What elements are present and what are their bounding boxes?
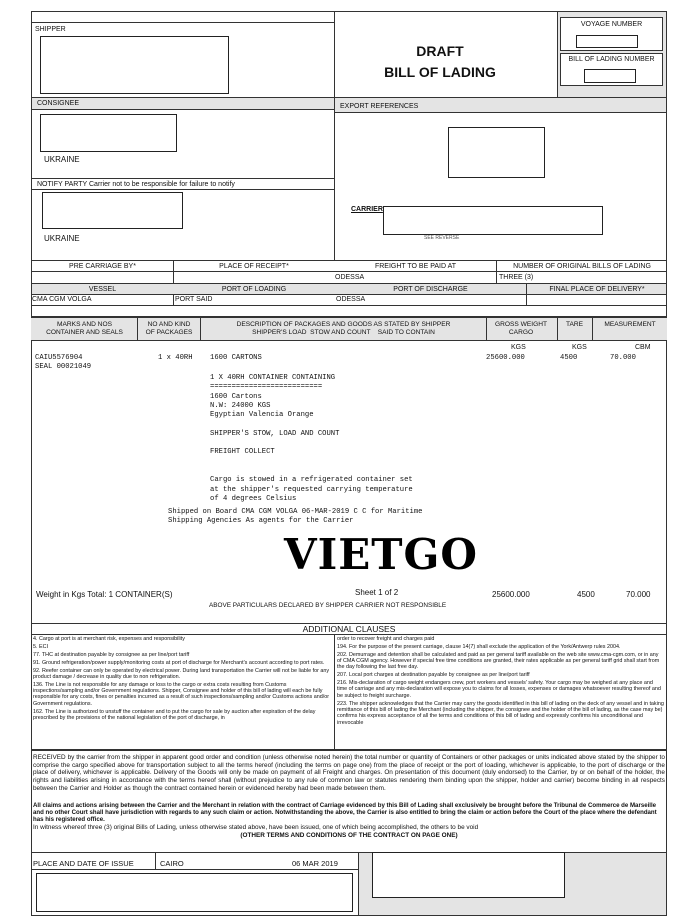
weight-total-label: Weight in Kgs Total: 1 CONTAINER(S)	[36, 590, 173, 599]
clause-item: 162. The Line is authorized to unstuff the container and to put the cargo for sale by auction after expiration of the delay prescribed by the provisions of the national legislation of the port of discharge, in	[33, 708, 316, 721]
document-title-draft: DRAFT	[416, 43, 464, 59]
issue-date: 06 MAR 2019	[292, 859, 338, 868]
divider	[592, 317, 593, 341]
final-place-label: FINAL PLACE OF DELIVERY*	[549, 286, 645, 293]
description-line	[210, 420, 413, 429]
declared-by-shipper-note: ABOVE PARTICULARS DECLARED BY SHIPPER CARRIER NOT RESPONSIBLE	[209, 602, 447, 609]
divider	[200, 317, 201, 341]
carton-count: 1600 CARTONS	[210, 354, 262, 362]
redacted-signature	[372, 852, 565, 898]
divider	[486, 317, 487, 341]
freight-payable-value: ODESSA	[335, 274, 365, 281]
place-date-issue-label: PLACE AND DATE OF ISSUE	[33, 859, 134, 868]
port-of-loading-label: PORT OF LOADING	[221, 286, 287, 293]
seal-number: SEAL 00021049	[35, 363, 92, 371]
divider	[137, 317, 138, 341]
description-line: of 4 degrees Celsius	[210, 494, 297, 503]
divider	[155, 853, 156, 869]
marks-header: MARKS AND NOS CONTAINER AND SEALS	[46, 321, 123, 336]
sheet-indicator: Sheet 1 of 2	[355, 588, 399, 597]
clause-item: 136. The Line is not responsible for any damage or loss to the cargo or extra costs resulting from Customs inspections/sampling and/or Government regulations. Shipper, Consignee and holder of this bill of lading will each be fully responsible for any costs, fines or penalties incurred as a result of such inspections/sampling and/or Customs actions and/or Government regulations.	[33, 681, 330, 707]
voyage-number-label: VOYAGE NUMBER	[580, 21, 643, 28]
divider	[31, 305, 667, 306]
witness-terms: In witness whereof three (3) original Bills of Lading, unless otherwise stated above, have been issued, one of which being accomplished, the others to be void	[33, 824, 479, 831]
clauses-left-column	[33, 636, 332, 748]
vietgo-watermark: VIETGO	[284, 530, 478, 579]
clause-item: order to recover freight and charges paid	[337, 636, 435, 642]
additional-clauses-title: ADDITIONAL CLAUSES	[302, 624, 396, 634]
divider	[31, 260, 667, 261]
vessel-label: VESSEL	[88, 286, 117, 293]
divider	[334, 11, 335, 261]
measurement-total: 70.000	[626, 590, 651, 599]
received-terms: RECEIVED by the carrier from the shipper in apparent good order and condition (unless otherwise noted herein) the total number or quantity of Containers or other packages or units indicated above stated by the shipper to comprise the cargo specified above for transportation subject to all the terms hereof (including the terms on page one) from the place of receipt or the port of loading, whichever is applicable, to the port of discharge or the place of delivery, whichever is applicable. Delivery of the Goods will only be made on payment of all Freight and charges. On presentation of this document (duly endorsed) to the Carrier, by or on behalf of the holder, the rights and liabilities arising in accordance with the terms hereof shall (without prejudice to any rule of common law or statutes rendering them binding upon the shipper, holder and carrier) become binding in all respects between the Carrier and Holder as though the contract contained herein or evidenced hereby had been made between them.	[33, 754, 665, 792]
notify-country: UKRAINE	[44, 234, 80, 243]
agency-line: Shipping Agencies As agents for the Carrier	[168, 517, 354, 525]
clause-item: 91. Ground refrigeration/power supply/monitoring costs at port of discharge for Merchant's account according to port rates.	[33, 659, 325, 666]
divider	[31, 109, 334, 110]
description-line: SHIPPER'S STOW, LOAD AND COUNT	[210, 429, 340, 438]
issue-place: CAIRO	[160, 859, 184, 868]
clause-item: 202. Demurrage and detention shall be calculated and paid as per general tariff available on the web site www.cma-cgm.com, or in any of CMA CGM agency. However if special free time conditions are granted, their rates applicable as per general tariff grid shall start from the day following the last free day.	[337, 651, 660, 671]
gross-unit: KGS	[511, 344, 526, 351]
clause-item: 4. Cargo at port is at merchant risk, expenses and responsibility	[33, 636, 185, 642]
package-count: 1 x 40RH	[158, 354, 193, 362]
divider	[334, 112, 667, 113]
consignee-label: CONSIGNEE	[37, 100, 80, 107]
divider	[31, 749, 667, 751]
description-line: N.W: 24000 KGS	[210, 401, 271, 410]
original-bills-value: THREE (3)	[499, 274, 534, 281]
clause-item: 77. THC at destination payable by consignee as per line/port tariff	[33, 651, 190, 658]
description-line: ==========================	[210, 383, 323, 392]
gross-weight-total: 25600.000	[492, 590, 530, 599]
goods-description	[210, 374, 413, 504]
divider	[31, 178, 334, 179]
divider	[31, 271, 667, 272]
description-line: Cargo is stowed in a refrigerated container set	[210, 476, 413, 485]
tare-total: 4500	[577, 590, 595, 599]
tare-header: TARE	[565, 321, 584, 328]
divider	[358, 853, 359, 916]
original-bills-label: NUMBER OF ORIGINAL BILLS OF LADING	[513, 263, 651, 270]
measurement-unit: CBM	[635, 344, 651, 351]
clause-item: 223. The shipper acknowledges that the Carrier may carry the goods identified in this bill of lading on the deck of any vessel and in taking remittance of this bill of lading the Merchant (including the shipper, the consignee and the holder of the bill of lading, as the case may be) confirms his express acceptance of all the terms and conditions of this bill of lading and expressly confirms his unconditional and irrevocable	[337, 700, 664, 726]
tare-unit: KGS	[572, 344, 587, 351]
carrier-partial: SEE REVERSE	[424, 235, 460, 241]
vessel-value: CMA CGM VOLGA	[32, 296, 92, 303]
redacted-voyage-number	[576, 35, 638, 48]
jurisdiction-terms: All claims and actions arising between the Carrier and the Merchant in relation with the contract of Carriage evidenced by this Bill of Lading shall exclusively be brought before the Tribunal de Commerce de Marseille and no other Court shall have jurisdiction with regards to any such claim or action. Notwithstanding the above, the Carrier is also entitled to bring the claim or action before the Court of the place where the defendant has his registered office.	[33, 802, 657, 823]
bl-number-label: BILL OF LADING NUMBER	[568, 56, 655, 63]
other-terms-note: (OTHER TERMS AND CONDITIONS OF THE CONTRACT ON PAGE ONE)	[240, 832, 458, 839]
clause-item: 207. Local port charges at destination payable by consignee as per line/port tariff	[337, 672, 530, 679]
redacted-consignee	[40, 114, 177, 152]
description-line: Egyptian Valencia Orange	[210, 411, 314, 420]
description-line	[210, 467, 413, 476]
redacted-issuer	[36, 873, 353, 912]
divider	[31, 189, 334, 190]
clauses-right-column	[337, 636, 664, 748]
freight-payable-label: FREIGHT TO BE PAID AT	[374, 263, 457, 270]
divider	[526, 283, 527, 305]
shipped-on-board-line: Shipped on Board CMA CGM VOLGA 06-MAR-2019 C C for Maritime	[168, 508, 423, 516]
export-references-label: EXPORT REFERENCES	[340, 103, 419, 110]
description-line	[210, 439, 413, 448]
redacted-export-reference	[448, 127, 545, 178]
port-of-loading-value: PORT SAID	[175, 296, 213, 303]
gross-weight-value: 25600.000	[486, 354, 525, 362]
notify-party-label: NOTIFY PARTY Carrier not to be responsible for failure to notify	[37, 181, 235, 188]
clause-item: 194. For the purpose of the present carriage, clause 14(7) shall exclude the application of the York/Antwerp rules 2004.	[337, 643, 621, 650]
shipper-label: SHIPPER	[35, 26, 66, 33]
redacted-notify-party	[42, 192, 183, 229]
container-number: CAIU5576904	[35, 354, 83, 362]
description-header: DESCRIPTION OF PACKAGES AND GOODS AS STATED BY SHIPPER SHIPPER'S LOAD STOW AND COUNT SAID TO CONTAIN	[236, 321, 451, 336]
divider	[31, 869, 359, 870]
description-line: 1600 Cartons	[210, 392, 262, 401]
measurement-header: MEASUREMENT	[604, 321, 656, 328]
pre-carriage-label: PRE CARRIAGE BY*	[69, 263, 136, 270]
description-line: FREIGHT COLLECT	[210, 448, 275, 457]
place-of-receipt-label: PLACE OF RECEIPT*	[219, 263, 289, 270]
clause-item: 216. Mis-declaration of cargo weight endangers crew, port workers and vessels' safety. Your cargo may be weighed at any place and time of carriage and any mis-declaration will expose you to claims for all losses, expenses or damages whatsoever resulting thereof and be subject to freight surcharge.	[337, 680, 661, 699]
document-title: BILL OF LADING	[384, 64, 496, 80]
port-of-discharge-value: ODESSA	[336, 296, 366, 303]
clause-item: 5. ECI	[33, 643, 48, 650]
tare-value: 4500	[560, 354, 578, 362]
gross-weight-header: GROSS WEIGHT CARGO	[494, 321, 548, 336]
redacted-bl-number	[584, 69, 636, 83]
redacted-shipper	[40, 36, 229, 94]
divider	[334, 634, 335, 749]
description-line: 1 X 40RH CONTAINER CONTAINING	[210, 374, 336, 382]
measurement-value: 70.000	[610, 354, 636, 362]
redacted-carrier	[383, 206, 603, 235]
divider	[31, 634, 667, 635]
kind-header: NO AND KIND OF PACKAGES	[145, 321, 193, 336]
consignee-country: UKRAINE	[44, 155, 80, 164]
clause-item: 92. Reefer container can only be operated by electrical power. During land transportation the Carrier will not be liable for any product damage / decrease in quality due to non refrigeration.	[33, 667, 330, 680]
divider	[496, 260, 497, 283]
carrier-label: CARRIER	[351, 206, 383, 213]
port-of-discharge-label: PORT OF DISCHARGE	[393, 286, 468, 293]
divider	[31, 294, 667, 295]
description-line: at the shipper's requested carrying temperature	[210, 485, 413, 494]
description-line	[210, 458, 413, 467]
divider	[31, 22, 334, 23]
divider	[557, 317, 558, 341]
